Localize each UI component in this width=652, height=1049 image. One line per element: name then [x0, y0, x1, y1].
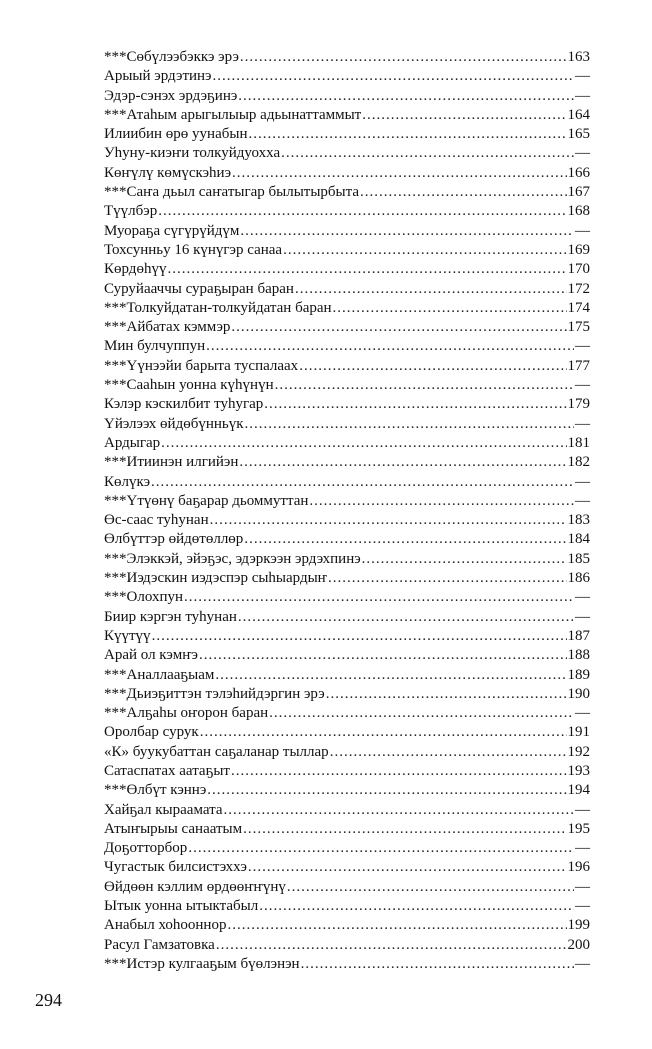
toc-entry-page: 168	[567, 203, 590, 220]
toc-entry-title: Арыый эрдэтинэ	[104, 68, 212, 85]
toc-entry-title: Көрдөһүү	[104, 261, 167, 278]
dot-leader	[299, 357, 566, 376]
toc-entry	[104, 530, 590, 549]
toc-entry-title: Сатаспатах аатаҕыт	[104, 762, 230, 779]
toc-entry	[104, 858, 590, 877]
toc-entry-title: ***Итиинэн илгийэн	[104, 454, 239, 471]
dot-leader	[216, 936, 567, 955]
toc-entry-title: ***Атаһым арыгылыыр адьынаттаммыт	[104, 106, 362, 123]
toc-entry-page: 169	[567, 241, 590, 258]
toc-entry-title: «К» буукубаттан саҕаланар тыллар	[104, 743, 329, 760]
toc-entry-page: 194	[567, 782, 590, 799]
toc-entry-page: 195	[567, 820, 590, 837]
toc-entry-title: Ытык уонна ытыктабыл	[104, 898, 259, 915]
toc-entry	[104, 936, 590, 955]
toc-entry-title: Түүлбэр	[104, 203, 158, 220]
dot-leader	[151, 473, 574, 492]
toc-entry-page: 170	[567, 261, 590, 278]
toc-entry-title: Күүтүү	[104, 627, 151, 644]
dot-leader	[264, 395, 566, 414]
toc-entry-page: 184	[567, 531, 590, 548]
dot-leader	[309, 492, 574, 511]
toc-entry	[104, 337, 590, 356]
toc-entry-title: ***Толкуйдатан-толкуйдатан баран	[104, 299, 332, 316]
toc-entry-title: Көҥүлү көмүскэһиэ	[104, 164, 232, 181]
toc-entry	[104, 723, 590, 742]
dot-leader	[362, 106, 566, 125]
table-of-contents	[104, 48, 590, 974]
dot-leader	[240, 222, 574, 241]
toc-entry	[104, 164, 590, 183]
toc-entry	[104, 299, 590, 318]
dot-leader	[200, 723, 567, 742]
dot-leader	[281, 144, 574, 163]
toc-entry	[104, 473, 590, 492]
dot-leader	[248, 125, 566, 144]
toc-entry-page: 182	[567, 454, 590, 471]
toc-entry-page: —	[575, 68, 590, 85]
toc-entry-page: 181	[567, 434, 590, 451]
toc-entry	[104, 955, 590, 974]
dot-leader	[287, 878, 574, 897]
toc-entry	[104, 125, 590, 144]
toc-entry-page: 179	[567, 396, 590, 413]
toc-entry-title: Хайҕал кыраамата	[104, 801, 223, 818]
toc-entry	[104, 627, 590, 646]
dot-leader	[231, 762, 567, 781]
dot-leader	[238, 608, 574, 627]
toc-entry-title: Атыҥырыы санаатым	[104, 820, 243, 837]
dot-leader	[213, 67, 575, 86]
dot-leader	[231, 318, 566, 337]
toc-entry-title: ***Элэккэй, эйэҕэс, эдэркээн эрдэхпинэ	[104, 550, 361, 567]
toc-entry-title: Доҕотторбор	[104, 840, 188, 857]
toc-entry-title: Илиибин өрө уунабын	[104, 126, 248, 143]
dot-leader	[275, 376, 574, 395]
toc-entry-page: —	[575, 705, 590, 722]
toc-entry-page: —	[575, 840, 590, 857]
toc-entry-title: Анабыл хоһооннор	[104, 917, 227, 934]
toc-entry	[104, 357, 590, 376]
toc-entry	[104, 106, 590, 125]
toc-entry-title: Муораҕа сүгүрүйдүм	[104, 222, 240, 239]
toc-entry	[104, 202, 590, 221]
toc-entry	[104, 318, 590, 337]
toc-entry-title: Арай ол кэмҥэ	[104, 647, 198, 664]
toc-entry-page: —	[575, 589, 590, 606]
dot-leader	[184, 588, 574, 607]
page-number: 294	[35, 990, 62, 1010]
toc-entry	[104, 704, 590, 723]
toc-entry-page: 190	[567, 685, 590, 702]
toc-entry-title: ***Аналлааҕыам	[104, 666, 215, 683]
dot-leader	[259, 897, 574, 916]
toc-entry-title: Кэлэр кэскилбит туһугар	[104, 396, 264, 413]
toc-entry	[104, 183, 590, 202]
toc-entry-page: 172	[567, 280, 590, 297]
toc-entry-title: Мин булчуппун	[104, 338, 206, 355]
toc-entry-page: 188	[567, 647, 590, 664]
toc-entry-title: ***Олохпун	[104, 589, 183, 606]
toc-entry-page: 166	[567, 164, 590, 181]
toc-entry-page: 183	[567, 512, 590, 529]
toc-entry-page: —	[575, 898, 590, 915]
dot-leader	[328, 569, 566, 588]
toc-entry-title: Ардыгар	[104, 434, 161, 451]
dot-leader	[199, 646, 567, 665]
toc-entry-page: 167	[567, 184, 590, 201]
toc-entry-page: —	[575, 801, 590, 818]
dot-leader	[360, 183, 566, 202]
toc-entry-page: 196	[567, 859, 590, 876]
toc-entry-title: ***Иэдэскин иэдэспэр сыһыардыҥ	[104, 570, 328, 587]
dot-leader	[333, 299, 567, 318]
toc-entry-page: —	[575, 473, 590, 490]
toc-entry	[104, 762, 590, 781]
toc-entry-title: ***Өлбүт кэннэ	[104, 782, 207, 799]
dot-leader	[283, 241, 566, 260]
toc-entry	[104, 260, 590, 279]
toc-entry-page: 163	[567, 49, 590, 65]
dot-leader	[224, 801, 574, 820]
dot-leader	[161, 434, 566, 453]
toc-entry-title: Үйэлээх өйдөбүнньүк	[104, 415, 244, 432]
toc-entry	[104, 569, 590, 588]
toc-entry-page: —	[575, 955, 590, 972]
dot-leader	[167, 260, 566, 279]
toc-entry	[104, 608, 590, 627]
toc-entry-title: Чугастык билсистэххэ	[104, 859, 247, 876]
toc-entry	[104, 781, 590, 800]
toc-entry	[104, 434, 590, 453]
dot-leader	[158, 202, 566, 221]
toc-entry-title: Биир кэргэн туһунан	[104, 608, 237, 625]
toc-entry	[104, 280, 590, 299]
toc-entry	[104, 222, 590, 241]
toc-entry	[104, 820, 590, 839]
toc-entry-page: —	[575, 415, 590, 432]
toc-entry-page: —	[575, 338, 590, 355]
toc-entry	[104, 453, 590, 472]
toc-entry-title: Суруйааччы сураҕыран баран	[104, 280, 294, 297]
toc-entry-title: Өлбүттэр өйдөтөллөр	[104, 531, 244, 548]
toc-entry-page: 177	[567, 357, 590, 374]
dot-leader	[243, 820, 566, 839]
toc-entry-page: 189	[567, 666, 590, 683]
dot-leader	[207, 781, 566, 800]
toc-entry-page: —	[575, 878, 590, 895]
toc-entry-page: 192	[567, 743, 590, 760]
toc-entry	[104, 878, 590, 897]
toc-entry-page: 164	[567, 106, 590, 123]
toc-entry	[104, 550, 590, 569]
toc-entry-title: ***Сааһын уонна күһүнүн	[104, 377, 274, 394]
toc-entry-page: —	[575, 377, 590, 394]
toc-entry-title: Өйдөөн кэллим өрдөөҥҥүнү	[104, 878, 286, 895]
toc-entry	[104, 511, 590, 530]
dot-leader	[227, 916, 566, 935]
dot-leader	[330, 743, 567, 762]
dot-leader	[238, 87, 574, 106]
toc-entry-page: 199	[567, 917, 590, 934]
toc-entry	[104, 916, 590, 935]
toc-entry-title: ***Истэр кулгааҕым бүөлэнэн	[104, 955, 300, 972]
toc-entry-title: Көлүкэ	[104, 473, 151, 490]
toc-entry-title: Өс-саас туһунан	[104, 512, 209, 529]
toc-entry-page: 174	[567, 299, 590, 316]
dot-leader	[210, 511, 567, 530]
toc-entry-title: Эдэр-сэнэх эрдэҕинэ	[104, 87, 238, 104]
toc-entry	[104, 87, 590, 106]
toc-entry-page: —	[575, 608, 590, 625]
toc-entry	[104, 67, 590, 86]
toc-entry-page: 191	[567, 724, 590, 741]
toc-entry	[104, 897, 590, 916]
toc-entry-title: ***Сөбүлээбэккэ эрэ	[104, 49, 239, 65]
toc-entry-page: 165	[567, 126, 590, 143]
toc-entry-title: ***Алҕаһы оҥорон баран	[104, 705, 269, 722]
toc-entry	[104, 646, 590, 665]
toc-entry-title: Расул Гамзатовка	[104, 936, 215, 953]
toc-entry	[104, 241, 590, 260]
toc-entry-title: Оролбар сурук	[104, 724, 199, 741]
toc-entry-title: Тохсунньу 16 күнүгэр санаа	[104, 241, 283, 258]
dot-leader	[362, 550, 567, 569]
toc-entry	[104, 839, 590, 858]
toc-entry	[104, 666, 590, 685]
dot-leader	[269, 704, 574, 723]
toc-entry-title: ***Саҥа дьыл саҥатыгар былытырбыта	[104, 184, 360, 201]
toc-entry-page: —	[575, 87, 590, 104]
toc-entry-page: 193	[567, 762, 590, 779]
toc-entry-title: ***Үүнээйи барыта туспалаах	[104, 357, 299, 374]
dot-leader	[206, 337, 574, 356]
toc-entry-title: ***Айбатах кэммэр	[104, 319, 231, 336]
toc-entry-page: —	[575, 222, 590, 239]
dot-leader	[244, 530, 566, 549]
toc-entry	[104, 743, 590, 762]
dot-leader	[239, 453, 566, 472]
dot-leader	[248, 858, 567, 877]
dot-leader	[240, 48, 567, 67]
dot-leader	[215, 666, 566, 685]
toc-entry-page: 186	[567, 570, 590, 587]
toc-entry	[104, 395, 590, 414]
toc-entry	[104, 685, 590, 704]
toc-entry-page: 185	[567, 550, 590, 567]
dot-leader	[301, 955, 574, 974]
dot-leader	[232, 164, 566, 183]
toc-entry	[104, 588, 590, 607]
toc-entry-page: 200	[567, 936, 590, 953]
toc-entry-page: —	[575, 492, 590, 509]
toc-entry	[104, 801, 590, 820]
toc-entry	[104, 376, 590, 395]
toc-entry	[104, 415, 590, 434]
dot-leader	[245, 415, 574, 434]
dot-leader	[188, 839, 574, 858]
toc-entry-title: ***Дьиэҕиттэн тэлэһийдэргин эрэ	[104, 685, 325, 702]
toc-entry	[104, 144, 590, 163]
dot-leader	[326, 685, 567, 704]
toc-entry-page: 187	[567, 627, 590, 644]
toc-entry	[104, 48, 590, 67]
toc-entry-page: —	[575, 145, 590, 162]
toc-entry	[104, 492, 590, 511]
toc-entry-title: Уһуну-киэҥи толкуйдуохха	[104, 145, 281, 162]
toc-entry-title: ***Үтүөнү баҕарар дьоммуттан	[104, 492, 309, 509]
dot-leader	[152, 627, 567, 646]
toc-entry-page: 175	[567, 319, 590, 336]
dot-leader	[295, 280, 567, 299]
